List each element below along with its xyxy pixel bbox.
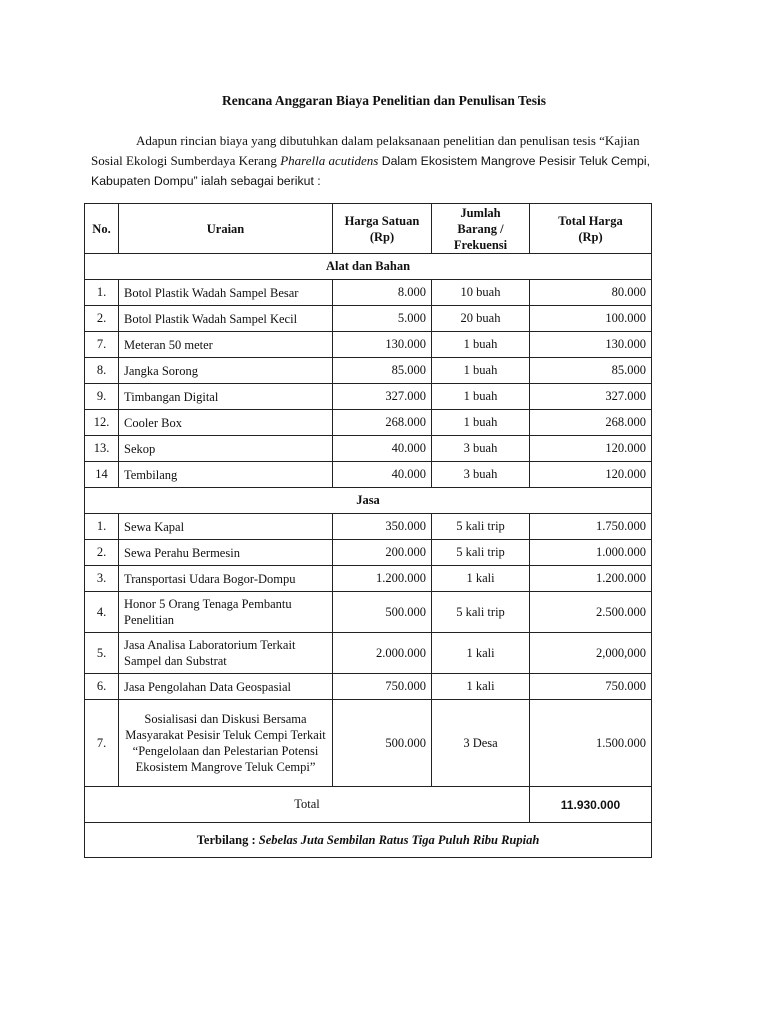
- header-harga: [333, 204, 432, 254]
- row-total: 100.000: [530, 306, 652, 332]
- section-title-alat: Alat dan Bahan: [85, 254, 652, 280]
- table-row: [85, 410, 652, 436]
- row-uraian: Sosialisasi dan Diskusi Bersama Masyarakat Pesisir Teluk Cempi Terkait “Pengelolaan dan Pelestarian Potensi Ekosistem Mangrove Teluk Cempi”: [119, 700, 333, 787]
- intro-line-2c: Dalam Ekosistem Mangrove Pesisir Teluk Cempi,: [378, 154, 651, 168]
- row-total: 120.000: [530, 462, 652, 488]
- header-harga-l2: (Rp): [369, 229, 395, 244]
- row-jumlah: 1 kali: [432, 566, 530, 592]
- header-harga-l1: Harga Satuan: [344, 213, 420, 228]
- row-total: 750.000: [530, 674, 652, 700]
- row-jumlah: 1 buah: [432, 410, 530, 436]
- row-total: 268.000: [530, 410, 652, 436]
- row-uraian: Tembilang: [119, 462, 333, 488]
- intro-line-2: [91, 151, 679, 171]
- row-jumlah: 1 kali: [432, 633, 530, 674]
- row-total: 1.750.000: [530, 514, 652, 540]
- header-total-l1: Total Harga: [558, 213, 623, 228]
- row-no: 4.: [85, 592, 119, 633]
- terbilang-label: Terbilang :: [196, 832, 259, 847]
- species-name: Pharella acutidens: [280, 153, 379, 168]
- row-harga: 350.000: [333, 514, 432, 540]
- row-uraian: Meteran 50 meter: [119, 332, 333, 358]
- row-harga: 500.000: [333, 592, 432, 633]
- table-row: [85, 306, 652, 332]
- table-row: [85, 592, 652, 633]
- row-uraian: Sewa Perahu Bermesin: [119, 540, 333, 566]
- row-total: 1.200.000: [530, 566, 652, 592]
- row-no: 2.: [85, 540, 119, 566]
- header-jumlah: [432, 204, 530, 254]
- document-title: Rencana Anggaran Biaya Penelitian dan Penulisan Tesis: [221, 93, 547, 108]
- row-harga: 200.000: [333, 540, 432, 566]
- jasa-rows: [85, 514, 652, 787]
- table-row: [85, 566, 652, 592]
- row-total: 120.000: [530, 436, 652, 462]
- row-uraian: Jasa Analisa Laboratorium Terkait Sampel dan Substrat: [119, 633, 333, 674]
- row-harga: 750.000: [333, 674, 432, 700]
- table-row: [85, 674, 652, 700]
- row-uraian: Sekop: [119, 436, 333, 462]
- row-jumlah: 5 kali trip: [432, 540, 530, 566]
- row-no: 6.: [85, 674, 119, 700]
- row-no: 12.: [85, 410, 119, 436]
- terbilang-row: [85, 823, 652, 858]
- row-total: 85.000: [530, 358, 652, 384]
- table-row: [85, 514, 652, 540]
- table-row: [85, 332, 652, 358]
- row-jumlah: 1 buah: [432, 358, 530, 384]
- row-total: 80.000: [530, 280, 652, 306]
- header-total-l2: (Rp): [578, 229, 603, 244]
- header-jumlah-l3: Frekuensi: [453, 237, 508, 252]
- row-uraian: Transportasi Udara Bogor-Dompu: [119, 566, 333, 592]
- row-jumlah: 1 buah: [432, 384, 530, 410]
- row-uraian: Cooler Box: [119, 410, 333, 436]
- row-uraian: Jangka Sorong: [119, 358, 333, 384]
- table-row: [85, 540, 652, 566]
- row-harga: 130.000: [333, 332, 432, 358]
- row-no: 2.: [85, 306, 119, 332]
- table-row: [85, 436, 652, 462]
- row-harga: 8.000: [333, 280, 432, 306]
- row-total: 327.000: [530, 384, 652, 410]
- row-total: 2.500.000: [530, 592, 652, 633]
- section-row-alat: [85, 254, 652, 280]
- row-jumlah: 10 buah: [432, 280, 530, 306]
- row-no: 7.: [85, 332, 119, 358]
- row-jumlah: 1 buah: [432, 332, 530, 358]
- row-no: 1.: [85, 280, 119, 306]
- terbilang-cell: [85, 823, 652, 858]
- row-harga: 268.000: [333, 410, 432, 436]
- row-no: 8.: [85, 358, 119, 384]
- section-row-jasa: [85, 488, 652, 514]
- row-uraian: Jasa Pengolahan Data Geospasial: [119, 674, 333, 700]
- row-no: 7.: [85, 700, 119, 787]
- intro-line-2a: Sosial Ekologi Sumberdaya Kerang: [91, 153, 281, 168]
- row-uraian: Timbangan Digital: [119, 384, 333, 410]
- row-no: 1.: [85, 514, 119, 540]
- row-no: 14: [85, 462, 119, 488]
- row-uraian: Sewa Kapal: [119, 514, 333, 540]
- terbilang-value: Sebelas Juta Sembilan Ratus Tiga Puluh Ribu Rupiah: [258, 832, 540, 847]
- row-harga: 40.000: [333, 462, 432, 488]
- row-jumlah: 3 Desa: [432, 700, 530, 787]
- intro-line-1: Adapun rincian biaya yang dibutuhkan dalam pelaksanaan penelitian dan penulisan tesis “Kajian: [136, 133, 640, 148]
- budget-table: [84, 203, 652, 858]
- header-uraian: Uraian: [119, 204, 333, 254]
- row-jumlah: 5 kali trip: [432, 514, 530, 540]
- row-total: 2,000,000: [530, 633, 652, 674]
- table-row: [85, 700, 652, 787]
- row-uraian: Honor 5 Orang Tenaga Pembantu Penelitian: [119, 592, 333, 633]
- header-jumlah-l1: Jumlah: [460, 205, 501, 220]
- intro-paragraph: [91, 131, 679, 191]
- header-no: No.: [85, 204, 119, 254]
- table-row: [85, 358, 652, 384]
- row-harga: 5.000: [333, 306, 432, 332]
- intro-line-3: Kabupaten Dompu” ialah sebagai berikut :: [91, 174, 321, 188]
- table-row: [85, 462, 652, 488]
- row-jumlah: 5 kali trip: [432, 592, 530, 633]
- header-jumlah-l2: Barang /: [457, 221, 504, 236]
- row-harga: 500.000: [333, 700, 432, 787]
- header-total: [530, 204, 652, 254]
- row-total: 1.000.000: [530, 540, 652, 566]
- row-uraian: Botol Plastik Wadah Sampel Kecil: [119, 306, 333, 332]
- total-value: 11.930.000: [530, 787, 652, 823]
- row-uraian: Botol Plastik Wadah Sampel Besar: [119, 280, 333, 306]
- row-harga: 1.200.000: [333, 566, 432, 592]
- row-jumlah: 3 buah: [432, 462, 530, 488]
- header-row: [85, 204, 652, 254]
- table-row: [85, 384, 652, 410]
- row-no: 13.: [85, 436, 119, 462]
- row-jumlah: 1 kali: [432, 674, 530, 700]
- row-no: 5.: [85, 633, 119, 674]
- row-jumlah: 3 buah: [432, 436, 530, 462]
- row-total: 1.500.000: [530, 700, 652, 787]
- row-harga: 40.000: [333, 436, 432, 462]
- alat-rows: [85, 280, 652, 488]
- row-no: 9.: [85, 384, 119, 410]
- table-row: [85, 280, 652, 306]
- row-harga: 2.000.000: [333, 633, 432, 674]
- table-row: [85, 633, 652, 674]
- row-no: 3.: [85, 566, 119, 592]
- row-harga: 85.000: [333, 358, 432, 384]
- section-title-jasa: Jasa: [85, 488, 652, 514]
- total-label: Total: [85, 787, 530, 823]
- row-harga: 327.000: [333, 384, 432, 410]
- row-total: 130.000: [530, 332, 652, 358]
- row-jumlah: 20 buah: [432, 306, 530, 332]
- total-row: [85, 787, 652, 823]
